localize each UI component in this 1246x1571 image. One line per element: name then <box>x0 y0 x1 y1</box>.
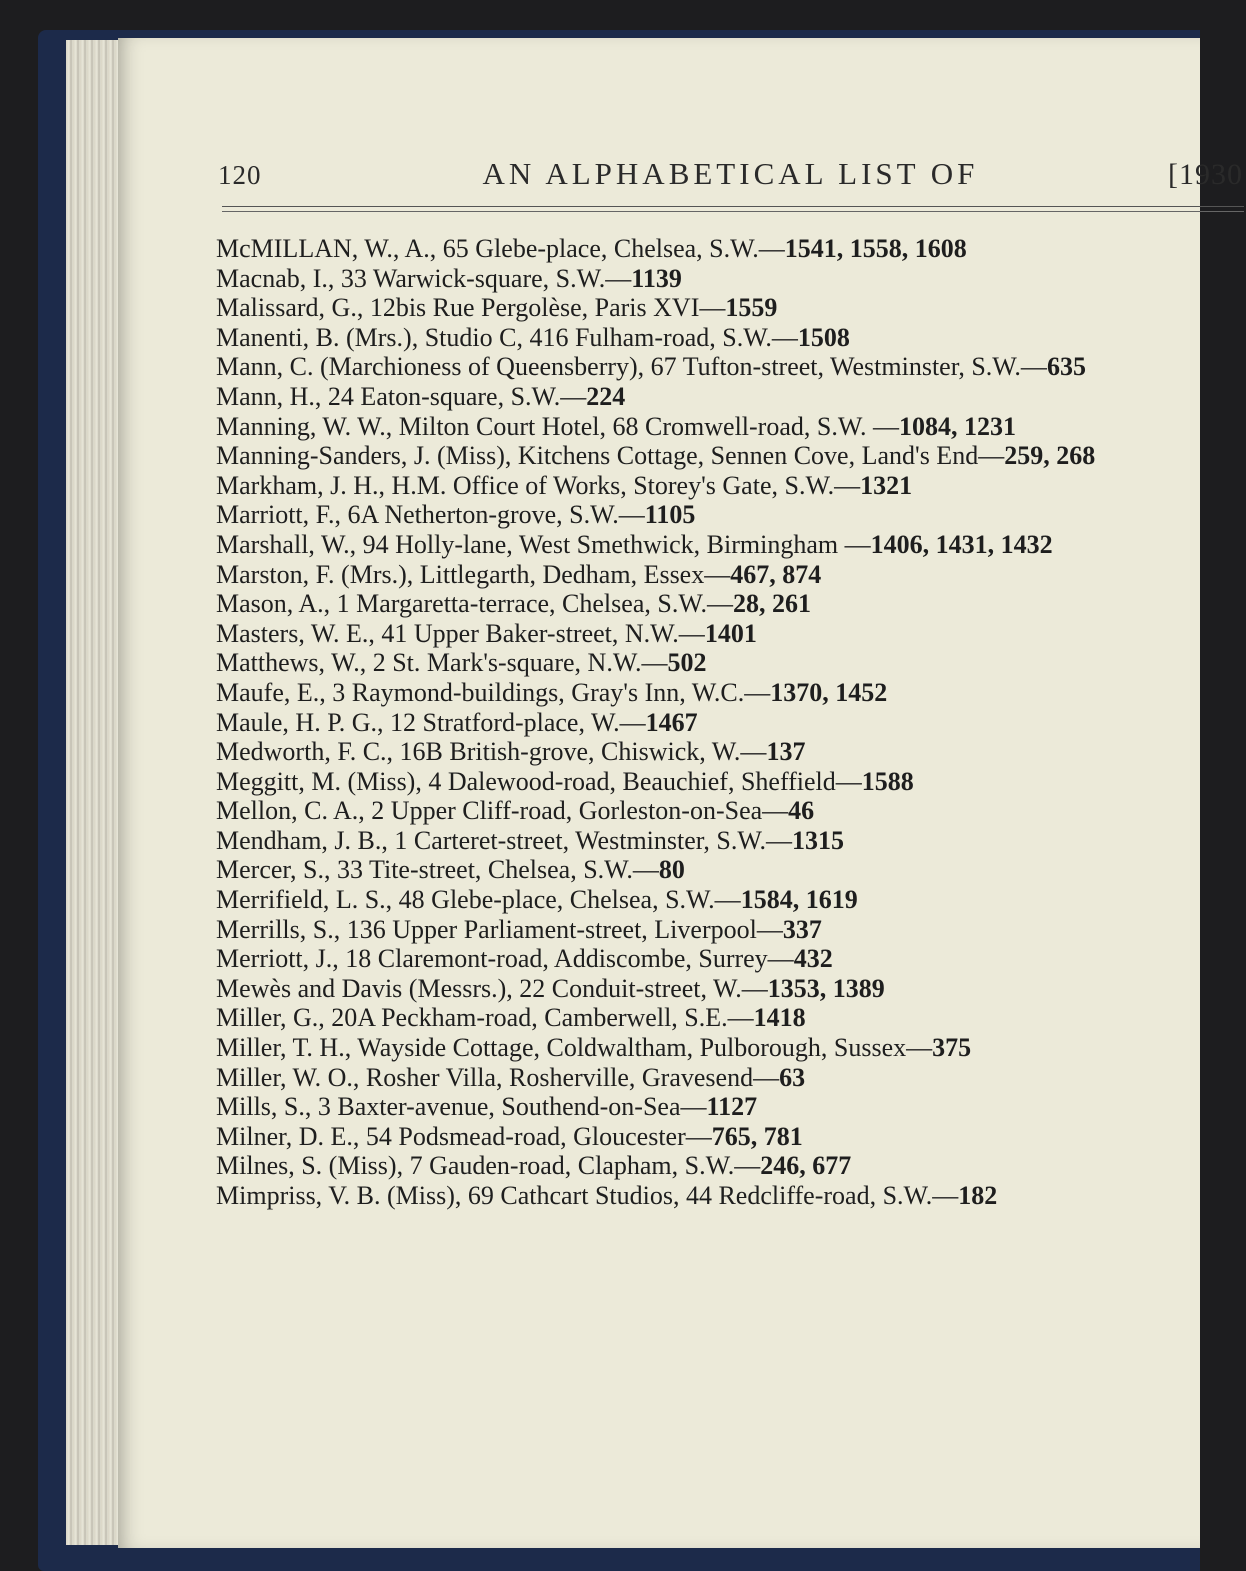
entry-numbers: 1084, 1231 <box>898 411 1016 441</box>
list-item <box>216 767 1246 797</box>
entry-numbers: 1127 <box>706 1092 758 1122</box>
list-item <box>216 1092 1246 1122</box>
entry-name: Mewès and Davis (Messrs.), 22 Conduit-street, W.— <box>216 973 768 1003</box>
entry-name: Miller, T. H., Wayside Cottage, Coldwaltham, Pulborough, Sussex— <box>216 1033 933 1063</box>
entry-name: Meggitt, M. (Miss), 4 Dalewood-road, Beauchief, Sheffield— <box>216 766 862 796</box>
entry-numbers: 467, 874 <box>730 559 822 589</box>
entry-numbers: 1401 <box>704 618 757 648</box>
list-item <box>216 944 1246 974</box>
entry-name: Mendham, J. B., 1 Carteret-street, Westminster, S.W.— <box>216 825 792 855</box>
entry-numbers: 137 <box>766 737 806 767</box>
entry-name: Mills, S., 3 Baxter-avenue, Southend-on-Sea— <box>216 1092 707 1122</box>
header-year: [1930 <box>1168 158 1243 191</box>
entry-name: McMILLAN, W., A., 65 Glebe-place, Chelsea, S.W.— <box>216 234 785 263</box>
list-item <box>216 234 1246 264</box>
entry-name: Milnes, S. (Miss), 7 Gauden-road, Clapham, S.W.— <box>216 1151 761 1181</box>
entry-name: Medworth, F. C., 16B British-grove, Chiswick, W.— <box>216 737 767 767</box>
list-item <box>216 1063 1246 1093</box>
list-item <box>216 352 1246 382</box>
entry-name: Mann, H., 24 Eaton-square, S.W.— <box>216 381 587 411</box>
entry-numbers: 259, 268 <box>1004 441 1096 471</box>
list-item <box>216 471 1246 501</box>
entry-numbers: 80 <box>658 855 685 885</box>
list-item <box>216 1181 1246 1211</box>
entry-numbers: 1321 <box>860 470 913 500</box>
list-item <box>216 382 1246 412</box>
entry-numbers: 337 <box>782 914 822 944</box>
entry-name: Marston, F. (Mrs.), Littlegarth, Dedham, Essex— <box>216 559 731 589</box>
entry-numbers: 1353, 1389 <box>767 973 885 1003</box>
entry-name: Merriott, J., 18 Claremont-road, Addiscombe, Surrey— <box>216 944 794 974</box>
entry-name: Marshall, W., 94 Holly-lane, West Smethwick, Birmingham — <box>216 529 871 559</box>
entry-name: Miller, W. O., Rosher Villa, Rosherville, Gravesend— <box>216 1062 780 1092</box>
entry-name: Miller, G., 20A Peckham-road, Camberwell, S.E.— <box>216 1003 754 1033</box>
list-item <box>216 1122 1246 1152</box>
list-item <box>216 560 1246 590</box>
entry-numbers: 1418 <box>753 1003 806 1033</box>
page-title: AN ALPHABETICAL LIST OF <box>482 156 979 191</box>
entry-name: Malissard, G., 12bis Rue Pergolèse, Paris XVI— <box>216 293 726 323</box>
list-item <box>216 589 1246 619</box>
header-rule <box>222 206 1244 207</box>
entry-numbers: 765, 781 <box>711 1121 803 1151</box>
list-item <box>216 885 1246 915</box>
entry-numbers: 182 <box>958 1181 998 1210</box>
entry-name: Mercer, S., 33 Tite-street, Chelsea, S.W.— <box>216 855 659 885</box>
entry-numbers: 28, 261 <box>732 589 811 619</box>
entry-name: Merrifield, L. S., 48 Glebe-place, Chelsea, S.W.— <box>216 885 741 915</box>
entry-name: Merrills, S., 136 Upper Parliament-street, Liverpool— <box>216 914 783 944</box>
entry-numbers: 1467 <box>645 707 698 737</box>
entry-numbers: 246, 677 <box>760 1151 852 1181</box>
entry-name: Manning-Sanders, J. (Miss), Kitchens Cottage, Sennen Cove, Land's End— <box>216 441 1005 471</box>
list-item <box>216 412 1246 442</box>
list-item <box>216 1151 1246 1181</box>
entry-numbers: 63 <box>779 1062 806 1092</box>
entry-numbers: 1315 <box>792 825 844 855</box>
entry-name: Macnab, I., 33 Warwick-square, S.W.— <box>216 263 632 293</box>
list-item <box>216 530 1246 560</box>
entry-numbers: 1105 <box>644 500 696 530</box>
entry-numbers: 635 <box>1046 352 1086 382</box>
entry-name: Maufe, E., 3 Raymond-buildings, Gray's Inn, W.C.— <box>216 677 771 707</box>
list-item <box>216 826 1246 856</box>
list-item <box>216 737 1246 767</box>
entry-name: Masters, W. E., 41 Upper Baker-street, N.W.— <box>216 618 705 648</box>
list-item <box>216 323 1246 353</box>
entry-numbers: 432 <box>793 944 833 974</box>
entry-numbers: 1541, 1558, 1608 <box>784 234 967 263</box>
list-item <box>216 678 1246 708</box>
entry-name: Mann, C. (Marchioness of Queensberry), 67 Tufton-street, Westminster, S.W.— <box>216 352 1047 382</box>
header-rule-secondary <box>222 211 1244 212</box>
entry-numbers: 1370, 1452 <box>770 677 888 707</box>
entry-name: Milner, D. E., 54 Podsmead-road, Gloucester— <box>216 1121 712 1151</box>
entry-numbers: 375 <box>932 1033 972 1063</box>
running-header <box>218 156 1243 206</box>
list-item <box>216 1003 1246 1033</box>
entry-name: Mason, A., 1 Margaretta-terrace, Chelsea, S.W.— <box>216 589 733 619</box>
entry-numbers: 1406, 1431, 1432 <box>870 529 1053 559</box>
entry-numbers: 224 <box>586 381 626 411</box>
book-page <box>118 38 1243 1548</box>
entry-name: Maule, H. P. G., 12 Stratford-place, W.— <box>216 707 646 737</box>
entry-name: Matthews, W., 2 St. Mark's-square, N.W.— <box>216 648 668 678</box>
list-item <box>216 264 1246 294</box>
list-item <box>216 915 1246 945</box>
entry-name: Markham, J. H., H.M. Office of Works, Storey's Gate, S.W.— <box>216 470 861 500</box>
entry-numbers: 1584, 1619 <box>740 885 858 915</box>
entry-name: Marriott, F., 6A Netherton-grove, S.W.— <box>216 500 645 530</box>
page-number: 120 <box>218 160 262 190</box>
entry-numbers: 46 <box>788 796 815 826</box>
list-item <box>216 974 1246 1004</box>
entry-name: Manning, W. W., Milton Court Hotel, 68 Cromwell-road, S.W. — <box>216 411 899 441</box>
list-item <box>216 619 1246 649</box>
entry-name: Mimpriss, V. B. (Miss), 69 Cathcart Studios, 44 Redcliffe-road, S.W.— <box>216 1181 959 1210</box>
list-item <box>216 1033 1246 1063</box>
entry-numbers: 1588 <box>861 766 914 796</box>
entry-name: Manenti, B. (Mrs.), Studio C, 416 Fulham-road, S.W.— <box>216 322 798 352</box>
list-item <box>216 855 1246 885</box>
entry-name: Mellon, C. A., 2 Upper Cliff-road, Gorleston-on-Sea— <box>216 796 789 826</box>
list-item <box>216 708 1246 738</box>
entry-numbers: 1508 <box>797 322 850 352</box>
list-item <box>216 796 1246 826</box>
entry-list <box>216 234 1246 1211</box>
list-item <box>216 500 1246 530</box>
list-item <box>216 293 1246 323</box>
entry-numbers: 502 <box>667 648 707 678</box>
entry-numbers: 1139 <box>631 263 682 293</box>
list-item <box>216 648 1246 678</box>
entry-numbers: 1559 <box>725 293 778 323</box>
list-item <box>216 441 1246 471</box>
